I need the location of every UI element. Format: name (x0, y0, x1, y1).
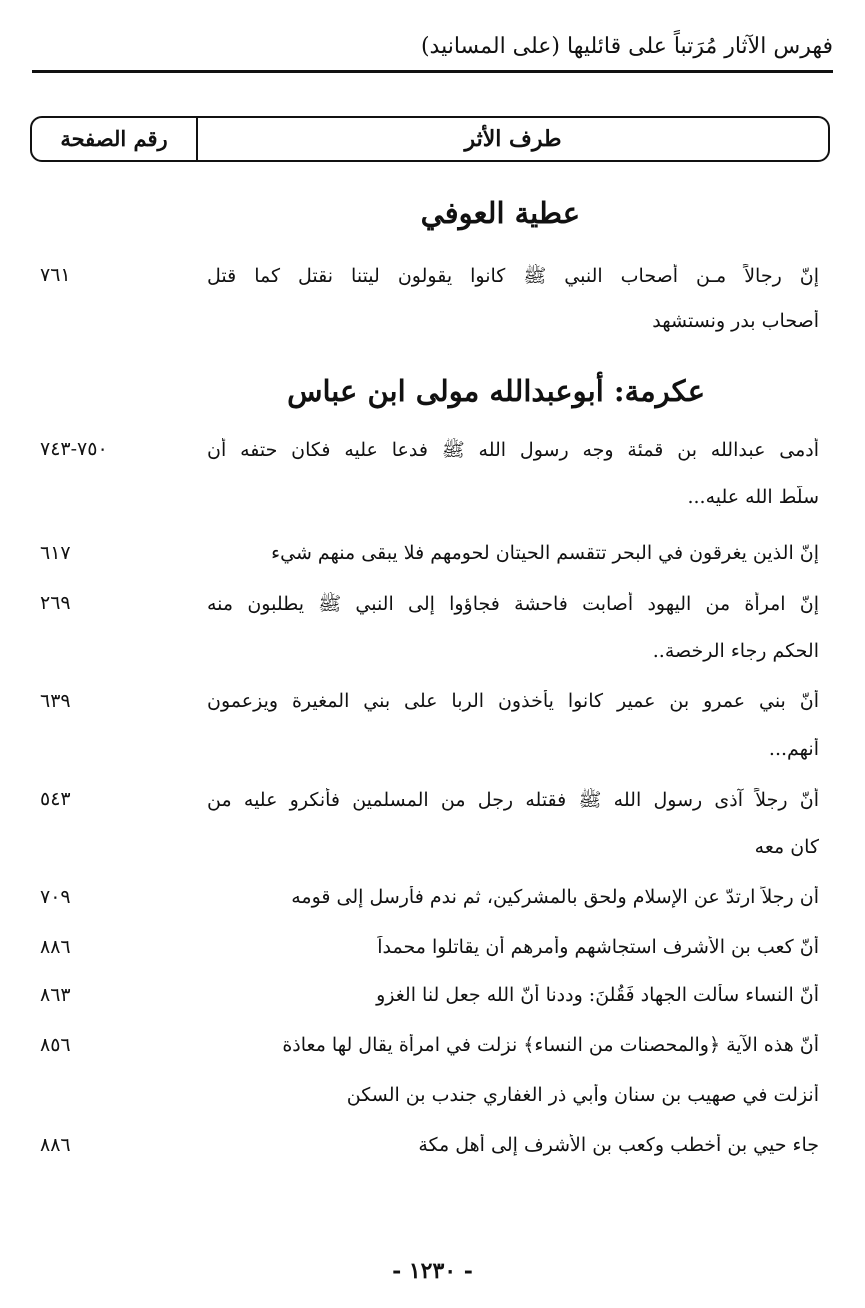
running-header: فهرس الآثار مُرَتباً على قائليها (على المسانيد) (420, 34, 833, 59)
page-reference: ٨٨٦ (40, 936, 71, 958)
entry-line: سلّط الله عليه... (687, 486, 819, 508)
page-reference: ٦١٧ (40, 542, 71, 564)
page-reference: ٢٦٩ (40, 592, 71, 614)
page-reference: ٨٥٦ (40, 1034, 71, 1056)
page-reference: ٧٦١ (40, 264, 71, 286)
entry-line: أن رجلاً ارتدّ عن الإسلام ولحق بالمشركين، ثم ندم فأرسل إلى قومه (291, 886, 819, 908)
entry-line: أصحاب بدر ونستشهد (652, 310, 819, 332)
page-reference: ٧٥٠-٧٤٣ (40, 438, 108, 460)
page-number: - ١٢٣٠ - (392, 1258, 473, 1284)
page-reference: ٧٠٩ (40, 886, 71, 908)
entry-line: إنّ رجالاً مـن أصحاب النبي ﷺ كانوا يقولون ليتنا نقتل كما قتل (207, 265, 819, 287)
entry-line: أنّ بني عمرو بن عمير كانوا يأخذون الربا على بني المغيرة ويزعمون (207, 690, 819, 712)
entry-line: إنّ امرأة من اليهود أصابت فاحشة فجاؤوا إلى النبي ﷺ يطلبون منه (207, 593, 819, 615)
entry-line: أنّ النساء سألت الجهاد فَقُلنَ: وددنا أنّ الله جعل لنا الغزو (376, 984, 819, 1006)
page-reference: ٨٦٣ (40, 984, 71, 1006)
entry-line: أنّ هذه الآية ﴿والمحصنات من النساء﴾ نزلت في امرأة يقال لها معاذة (282, 1034, 819, 1056)
entry-line: أنهم... (768, 738, 819, 760)
header-rule (32, 70, 833, 73)
entry-line: أُنزلت في صهيب بن سنان وأبي ذر الغفاري جندب بن السكن (346, 1084, 819, 1106)
page-reference: ٦٣٩ (40, 690, 71, 712)
entry-line: كان معه (754, 836, 819, 858)
page-reference: ٥٤٣ (40, 788, 71, 810)
section-heading: عطية العوفي (420, 196, 580, 230)
page-reference: ٨٨٦ (40, 1134, 71, 1156)
entry-line: أدمى عبدالله بن قمئة وجه رسول الله ﷺ فدعا عليه فكان حتفه أن (207, 439, 819, 461)
entry-line: جاء حيي بن أخطب وكعب بن الأشرف إلى أهل مكة (418, 1134, 819, 1156)
entry-line: أنّ رجلاً آذى رسول الله ﷺ فقتله رجل من المسلمين فأنكرو عليه من (207, 789, 819, 811)
entry-line: الحكم رجاء الرخصة.. (652, 640, 819, 662)
column-header-page: رقم الصفحة (32, 118, 198, 160)
column-header-title: طرف الأثر (464, 126, 562, 152)
entry-line: أنّ كعب بن الأشرف استجاشهم وأمرهم أن يقاتلوا محمداً (377, 936, 819, 958)
entry-line: إنّ الذين يغرقون في البحر تتقسم الحيتان لحومهم فلا يبقى منهم شيء (271, 542, 819, 564)
table-header (30, 116, 830, 162)
section-heading: عكرمة: أبوعبدالله مولى ابن عباس (287, 374, 705, 408)
